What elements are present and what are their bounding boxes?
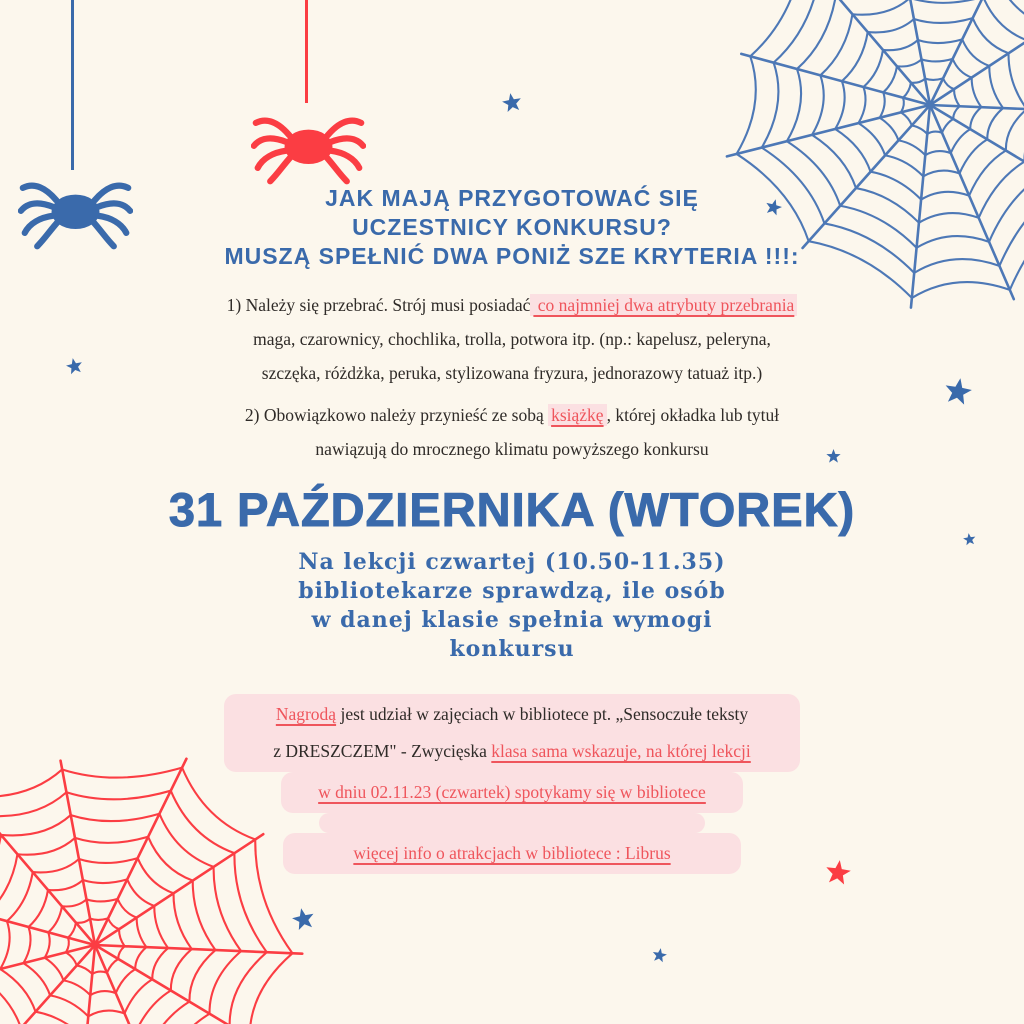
text-segment: Nagrodą bbox=[275, 704, 337, 724]
event-details-line-4: konkursu bbox=[449, 636, 575, 662]
text-segment: jest udział w zajęciach w bibliotece pt. „Sensoczułe teksty bbox=[336, 704, 749, 724]
spider-thread bbox=[305, 0, 308, 103]
text-segment: 1) Należy się przebrać. Strój musi posiadać bbox=[226, 295, 531, 315]
event-details bbox=[0, 548, 1024, 664]
spider-icon bbox=[251, 97, 366, 188]
text-segment: szczęka, różdżka, peruka, stylizowana fryzura, jednorazowy tatuaż itp.) bbox=[261, 363, 763, 383]
event-date-heading: 31 PAŹDZIERNIKA (WTOREK) bbox=[168, 483, 856, 536]
criterion-1 bbox=[0, 288, 1024, 390]
heading-line-1: JAK MAJĄ PRZYGOTOWAĆ SIĘ bbox=[325, 185, 699, 211]
prize-line-2 bbox=[224, 733, 800, 770]
star-icon bbox=[292, 908, 315, 931]
prize-highlight-row bbox=[281, 772, 743, 813]
text-segment: książkę bbox=[548, 404, 606, 426]
star-icon bbox=[502, 93, 522, 113]
contest-instructions-heading bbox=[0, 184, 1024, 271]
heading-line-3: MUSZĄ SPEŁNIĆ DWA PONIŻ SZE KRYTERIA !!!: bbox=[224, 243, 800, 269]
prize-line-1 bbox=[224, 696, 800, 733]
spider-thread bbox=[71, 0, 74, 170]
criterion-2-line-2 bbox=[0, 432, 1024, 466]
text-segment: co najmniej dwa atrybuty przebrania bbox=[530, 294, 797, 316]
event-details-line-1: Na lekcji czwartej (10.50-11.35) bbox=[298, 549, 726, 575]
heading-line-2: UCZESTNICY KONKURSU? bbox=[352, 214, 672, 240]
prize-highlight-spacer bbox=[319, 813, 705, 833]
prize-highlight-row bbox=[224, 694, 800, 772]
text-segment: nawiązują do mrocznego klimatu powyższego konkursu bbox=[315, 439, 709, 459]
criterion-1-line-1 bbox=[0, 288, 1024, 322]
text-segment: więcej info o atrakcjach w bibliotece : Librus bbox=[353, 843, 671, 863]
text-segment: z DRESZCZEM" - Zwycięska bbox=[273, 741, 492, 761]
text-segment: , której okładka lub tytuł bbox=[606, 405, 780, 425]
criterion-2-line-1 bbox=[0, 398, 1024, 432]
prize-info-block bbox=[0, 694, 1024, 874]
event-details-line-3: w danej klasie spełnia wymogi bbox=[311, 607, 713, 633]
prize-highlight-row bbox=[283, 833, 741, 874]
star-icon bbox=[652, 948, 667, 963]
event-details-line-2: bibliotekarze sprawdzą, ile osób bbox=[298, 578, 726, 604]
criterion-1-line-3 bbox=[0, 356, 1024, 390]
more-info-line bbox=[283, 835, 741, 872]
prize-line-3 bbox=[281, 774, 743, 811]
criterion-2 bbox=[0, 398, 1024, 466]
text-segment: w dniu 02.11.23 (czwartek) spotykamy się w bibliotece bbox=[318, 782, 706, 802]
text-segment: 2) Obowiązkowo należy przynieść ze sobą bbox=[244, 405, 549, 425]
criterion-1-line-2 bbox=[0, 322, 1024, 356]
text-segment: klasa sama wskazuje, na której lekcji bbox=[491, 741, 751, 761]
text-segment: maga, czarownicy, chochlika, trolla, potwora itp. (np.: kapelusz, peleryna, bbox=[253, 329, 771, 349]
